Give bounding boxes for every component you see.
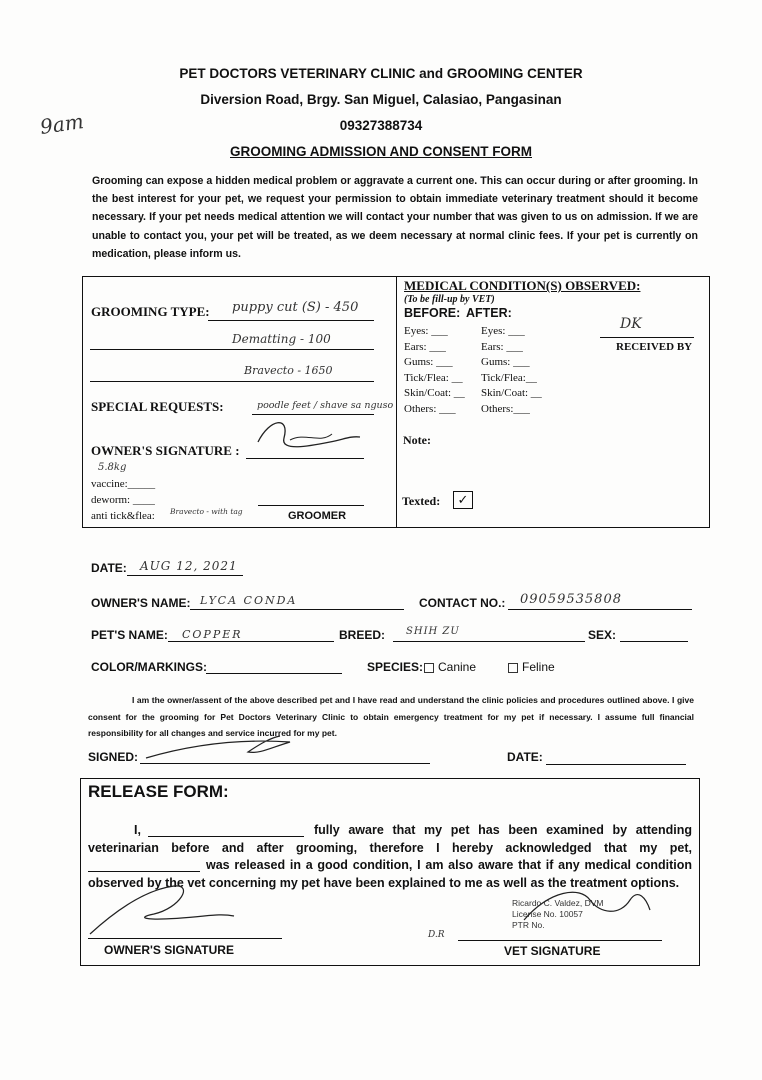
after-item: Others:___	[481, 402, 530, 415]
clinic-address: Diversion Road, Brgy. San Miguel, Calasiao, Pangasinan	[200, 92, 562, 107]
release-name-line	[148, 836, 304, 837]
texted-label: Texted:	[402, 494, 441, 508]
contact-value[interactable]: 09059535808	[520, 592, 622, 607]
release-title: RELEASE FORM:	[88, 782, 229, 801]
grooming-type-line	[208, 320, 374, 321]
owner-signature-line	[246, 458, 364, 459]
owner-name-line	[190, 609, 404, 610]
margin-note: 9am	[38, 109, 86, 139]
intro-paragraph: Grooming can expose a hidden medical problem or aggravate a current one. This can occur during or after grooming. In the best interest for your pet, we request your permission to obtain immediate veterinary treatment should it become necessary. If your pet needs medical attention we will contact your number that was given to us on admission. If we are unable to contact you, your pet will be treated, as we deem necessary at normal clinic fees. If your pet is currently on medication, please inform us.	[92, 175, 698, 260]
date-line	[127, 575, 243, 576]
received-by-label: RECEIVED BY	[616, 341, 693, 353]
received-initials: DK	[620, 316, 642, 332]
medical-subtitle: (To be fill-up by VET)	[404, 294, 495, 305]
breed-label: BREED:	[339, 628, 386, 642]
antitick-label: anti tick&flea:	[91, 510, 155, 522]
release-line2: veterinarian before and after grooming, therefore I hereby acknowledged that my pet,	[88, 840, 692, 855]
groomer-label: GROOMER	[288, 510, 347, 522]
canine-text: Canine	[438, 660, 477, 674]
antitick-value[interactable]: Bravecto - with tag	[170, 507, 243, 516]
after-item: Skin/Coat: __	[481, 387, 542, 400]
owner-signature-scribble	[250, 412, 370, 458]
after-list	[481, 324, 542, 418]
consent-date-line	[546, 764, 686, 765]
signed-label: SIGNED:	[88, 750, 139, 764]
species-canine-option[interactable]	[424, 660, 476, 674]
weight-note: 5.8kg	[98, 462, 127, 473]
vet-stamp-license: License No. 10057	[512, 909, 583, 919]
panel-divider	[396, 276, 397, 528]
contact-label: CONTACT NO.:	[419, 596, 506, 610]
texted-check-mark: ✓	[457, 492, 469, 507]
date-label: DATE:	[91, 561, 127, 575]
owner-name-label: OWNER'S NAME:	[91, 596, 191, 610]
before-item: Ears: ___	[404, 340, 446, 353]
grooming-line-2	[90, 349, 374, 350]
after-item: Gums: ___	[481, 356, 530, 369]
clinic-phone: 09327388734	[339, 118, 423, 133]
release-line4: observed by the vet concerning my pet have been explained to me as well as the treatment options.	[88, 875, 680, 890]
after-label: AFTER:	[466, 306, 512, 320]
release-owner-label: OWNER'S SIGNATURE	[104, 943, 234, 957]
color-markings-label: COLOR/MARKINGS:	[91, 660, 207, 674]
after-item: Eyes: ___	[481, 325, 525, 337]
grooming-type-label: GROOMING TYPE:	[91, 304, 210, 319]
owner-signature-label: OWNER'S SIGNATURE :	[91, 443, 240, 458]
texted-checkbox[interactable]	[453, 491, 473, 509]
pet-name-label: PET'S NAME:	[91, 628, 168, 642]
pet-name-line	[168, 641, 334, 642]
release-line1-b: fully aware that my pet has been examined by attending	[314, 823, 692, 837]
release-vet-label: VET SIGNATURE	[504, 944, 601, 958]
consent-date-label: DATE:	[507, 750, 543, 764]
color-markings-line	[206, 673, 342, 674]
breed-value[interactable]: SHIH ZU	[406, 626, 460, 637]
before-item: Tick/Flea: __	[404, 371, 463, 384]
feline-text: Feline	[522, 660, 555, 674]
release-line1-a: I,	[134, 823, 141, 837]
special-requests-label: SPECIAL REQUESTS:	[91, 399, 224, 414]
deworm-label: deworm: ____	[91, 494, 155, 506]
sex-label: SEX:	[588, 628, 617, 642]
contact-line	[508, 609, 692, 610]
release-owner-line	[88, 938, 282, 939]
vet-signature-scribble	[520, 880, 660, 940]
before-item: Eyes: ___	[404, 325, 448, 337]
before-item: Skin/Coat: __	[404, 387, 465, 400]
vet-stamp-name: Ricardo C. Valdez, DVM	[512, 898, 604, 908]
consent-signature-scribble	[140, 728, 310, 768]
owner-name-value[interactable]: LYCA CONDA	[200, 594, 298, 607]
release-date-mark: D.R	[428, 930, 445, 940]
release-owner-signature-scribble	[84, 882, 284, 940]
before-list	[404, 324, 465, 418]
clinic-name: PET DOCTORS VETERINARY CLINIC and GROOMING CENTER	[179, 66, 583, 81]
grooming-value-2[interactable]: Dematting - 100	[232, 332, 331, 346]
release-pet-line	[88, 871, 200, 872]
pet-name-value[interactable]: COPPER	[182, 628, 243, 641]
medical-title: MEDICAL CONDITION(S) OBSERVED:	[404, 278, 641, 293]
form-title: GROOMING ADMISSION AND CONSENT FORM	[230, 144, 532, 159]
species-feline-option[interactable]	[508, 660, 555, 674]
canine-checkbox[interactable]	[424, 663, 434, 673]
grooming-value-3[interactable]: Bravecto - 1650	[244, 364, 333, 377]
special-requests-value[interactable]: poodle feet / shave sa nguso	[257, 400, 394, 411]
groomer-line	[258, 505, 364, 506]
date-value[interactable]: AUG 12, 2021	[140, 559, 238, 573]
vaccine-label: vaccine:_____	[91, 478, 156, 490]
release-line3: was released in a good condition, I am also aware that if any medical condition	[206, 858, 692, 872]
before-label: BEFORE:	[404, 306, 461, 320]
received-line	[600, 337, 694, 338]
breed-line	[393, 641, 585, 642]
grooming-type-value[interactable]: puppy cut (S) - 450	[232, 300, 359, 315]
before-item: Gums: ___	[404, 356, 453, 369]
sex-line	[620, 641, 688, 642]
before-item: Others: ___	[404, 402, 456, 415]
note-label: Note:	[403, 433, 431, 447]
after-item: Ears: ___	[481, 340, 523, 353]
consent-paragraph: I am the owner/assent of the above described pet and I have read and understand the clinic policies and procedures outlined above. I give consent for the grooming for Pet Doctors Veterinary Clinic to obtain emergency treatment for my pet if necessary. I assume full financial responsibility for all changes and service incurred for my pet.	[88, 695, 694, 738]
species-label: SPECIES:	[367, 660, 424, 674]
release-vet-line	[458, 940, 662, 941]
grooming-line-3	[90, 381, 374, 382]
feline-checkbox[interactable]	[508, 663, 518, 673]
vet-stamp-ptr: PTR No.	[512, 920, 545, 930]
after-item: Tick/Flea:__	[481, 371, 537, 384]
